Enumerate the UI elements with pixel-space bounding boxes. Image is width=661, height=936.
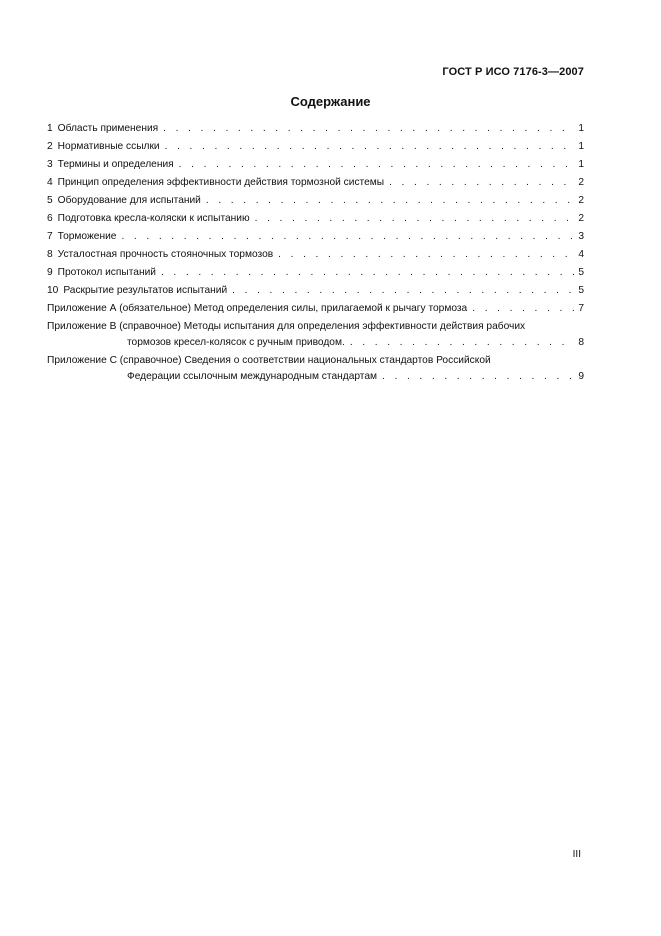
dot-leader <box>162 140 575 154</box>
page-number: III <box>572 849 581 860</box>
entry-number: 7 <box>47 231 53 242</box>
entry-page: 2 <box>578 195 584 206</box>
entry-number: 6 <box>47 213 53 224</box>
toc-entry-10[interactable] <box>47 284 584 302</box>
dot-leader <box>469 302 574 316</box>
dot-leader <box>160 122 574 136</box>
entry-label: Принцип определения эффективности действия тормозной системы <box>57 177 385 188</box>
toc-entry-4[interactable] <box>47 176 584 194</box>
document-header: ГОСТ Р ИСО 7176-3—2007 <box>442 66 584 78</box>
entry-number: 8 <box>47 249 53 260</box>
dot-leader <box>275 248 574 262</box>
appendix-label: Приложение С (справочное) Сведения о соответствии национальных стандартов Российской <box>47 355 491 366</box>
table-of-contents <box>47 122 584 388</box>
toc-entry-5[interactable] <box>47 194 584 212</box>
dot-leader <box>229 284 574 298</box>
dot-leader <box>176 158 575 172</box>
entry-label: Протокол испытаний <box>57 267 156 278</box>
entry-number: 3 <box>47 159 53 170</box>
toc-entry-6[interactable] <box>47 212 584 230</box>
appendix-label-continued: Федерации ссылочным международным стандартам <box>127 371 378 382</box>
appendix-label: Приложение В (справочное) Методы испытания для определения эффективности действия рабочих <box>47 321 526 332</box>
dot-leader <box>379 370 574 384</box>
dot-leader <box>386 176 574 190</box>
appendix-page: 7 <box>578 303 584 314</box>
entry-page: 4 <box>578 249 584 260</box>
entry-label: Термины и определения <box>57 159 174 170</box>
entry-page: 2 <box>578 177 584 188</box>
entry-page: 3 <box>578 231 584 242</box>
entry-label: Оборудование для испытаний <box>57 195 201 206</box>
entry-page: 1 <box>578 141 584 152</box>
entry-label: Усталостная прочность стояночных тормозов <box>57 249 274 260</box>
toc-entry-2[interactable] <box>47 140 584 158</box>
entry-number: 4 <box>47 177 53 188</box>
entry-page: 5 <box>578 285 584 296</box>
entry-label: Нормативные ссылки <box>57 141 160 152</box>
toc-appendix-a[interactable] <box>47 302 584 320</box>
appendix-label: Приложение А (обязательное) Метод определения силы, прилагаемой к рычагу тормоза <box>47 303 468 314</box>
appendix-page: 8 <box>578 337 584 348</box>
appendix-page: 9 <box>578 371 584 382</box>
toc-entry-1[interactable] <box>47 122 584 140</box>
dot-leader <box>158 266 574 280</box>
entry-page: 1 <box>578 123 584 134</box>
entry-number: 5 <box>47 195 53 206</box>
entry-number: 10 <box>47 285 59 296</box>
appendix-label-continued: тормозов кресел-колясок с ручным приводом. <box>127 337 345 348</box>
entry-page: 1 <box>578 159 584 170</box>
dot-leader <box>118 230 574 244</box>
entry-label: Раскрытие результатов испытаний <box>63 285 228 296</box>
page-title: Содержание <box>290 94 371 109</box>
entry-label: Торможение <box>57 231 117 242</box>
dot-leader <box>252 212 575 226</box>
toc-entry-8[interactable] <box>47 248 584 266</box>
entry-page: 2 <box>578 213 584 224</box>
toc-entry-3[interactable] <box>47 158 584 176</box>
entry-page: 5 <box>578 267 584 278</box>
toc-appendix-b[interactable] <box>47 320 584 354</box>
toc-entry-7[interactable] <box>47 230 584 248</box>
toc-entry-9[interactable] <box>47 266 584 284</box>
toc-appendix-c[interactable] <box>47 354 584 388</box>
entry-label: Область применения <box>57 123 159 134</box>
entry-label: Подготовка кресла-коляски к испытанию <box>57 213 250 224</box>
entry-number: 9 <box>47 267 53 278</box>
entry-number: 2 <box>47 141 53 152</box>
entry-number: 1 <box>47 123 53 134</box>
dot-leader <box>203 194 574 208</box>
dot-leader <box>347 336 575 350</box>
